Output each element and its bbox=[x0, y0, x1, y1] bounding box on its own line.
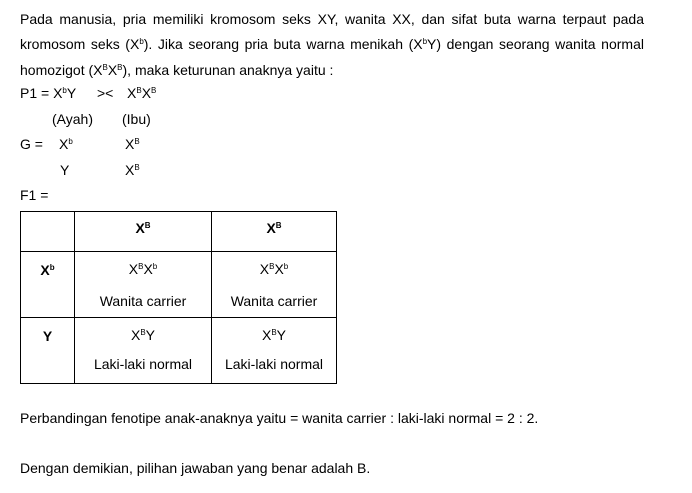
punnett-square bbox=[20, 211, 337, 384]
mother-gamete-2: $X^B$ bbox=[125, 162, 140, 178]
genotype: $X^BY$ bbox=[130, 327, 156, 343]
genotype: $X^BY$ bbox=[261, 327, 287, 343]
col-header-2: $X^B$ bbox=[212, 212, 337, 252]
punnett-cell bbox=[212, 318, 337, 384]
phenotype: Laki-laki normal bbox=[93, 356, 193, 372]
punnett-cell bbox=[75, 252, 212, 318]
punnett-header-row bbox=[21, 212, 337, 252]
mother-gamete-1: $X^B$ bbox=[125, 136, 140, 152]
mother-role: (Ibu) bbox=[122, 111, 151, 127]
table-row bbox=[21, 252, 337, 318]
col-header-1: $X^B$ bbox=[75, 212, 212, 252]
corner-cell bbox=[21, 212, 75, 252]
father-gamete-2: Y bbox=[60, 162, 70, 178]
father-role: (Ayah) bbox=[52, 111, 93, 127]
phenotype: Laki-laki normal bbox=[224, 356, 324, 372]
parent-cross-line: $P1 = X^bY$ bbox=[20, 85, 77, 101]
cross-symbol: >< bbox=[97, 85, 114, 101]
parent-label: P1 = X bbox=[20, 85, 63, 101]
father-allele: b bbox=[62, 86, 67, 95]
genotype: $X^BX^b$ bbox=[128, 261, 158, 277]
row-header-y: Y bbox=[21, 318, 75, 384]
phenotype: Wanita carrier bbox=[230, 293, 318, 309]
phenotype: Wanita carrier bbox=[99, 293, 187, 309]
conclusion: Dengan demikian, pilihan jawaban yang benar adalah B. bbox=[20, 460, 371, 476]
father-gamete-1: $X^b$ bbox=[59, 136, 73, 152]
punnett-cell bbox=[75, 318, 212, 384]
punnett-cell bbox=[212, 252, 337, 318]
intro-paragraph: Pada manusia, pria memiliki kromosom seks XY, wanita XX, dan sifat buta warna terpaut pada kromosom seks $(X^b)$. Jika seorang pria buta warna menikah $(X^bY)$ dengan seorang wanita normal homozigot $(X^BX^B)$, maka keturunan anaknya yaitu : bbox=[20, 11, 644, 78]
phenotype-ratio: Perbandingan fenotipe anak-anaknya yaitu = wanita carrier : laki-laki normal = 2 : 2. bbox=[20, 410, 539, 426]
f1-label: F1 = bbox=[20, 187, 49, 203]
mother-genotype: $X^BX^B$ bbox=[127, 85, 157, 101]
genotype: $X^BX^b$ bbox=[259, 261, 289, 277]
row-header-xb: $X^b$ bbox=[21, 252, 75, 318]
table-row bbox=[21, 318, 337, 384]
gamete-label: G = bbox=[20, 136, 43, 152]
